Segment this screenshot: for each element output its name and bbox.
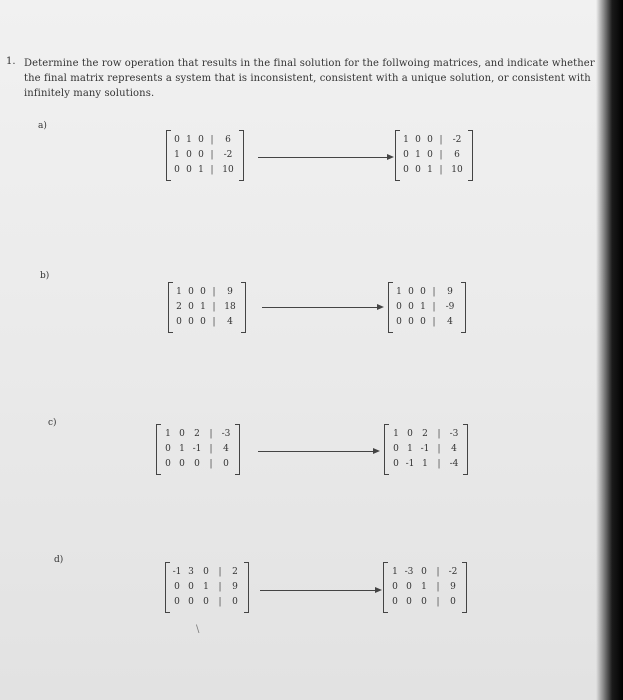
matrix-entry: 1 [200, 302, 206, 312]
matrix-entry: -1 [420, 444, 430, 454]
matrix-entry: -3 [221, 429, 231, 439]
matrix-entry: 0 [188, 597, 194, 607]
augment-separator: | [212, 287, 216, 297]
matrix-entry: 0 [450, 597, 456, 607]
page-edge-shadow [596, 0, 623, 700]
matrix-entry: 0 [420, 287, 426, 297]
part-b-original-matrix [168, 283, 246, 332]
part-d-label: d) [54, 555, 64, 565]
question-number: 1. [6, 56, 16, 67]
matrix-entry: 0 [186, 150, 192, 160]
augment-separator: | [212, 317, 216, 327]
matrix-entry: -3 [404, 567, 414, 577]
augment-separator: | [218, 567, 222, 577]
matrix-entry: 1 [198, 165, 204, 175]
matrix-entry: 0 [407, 429, 413, 439]
matrix-entry: 0 [203, 567, 209, 577]
matrix-entry: 1 [179, 444, 185, 454]
augment-separator: | [436, 597, 440, 607]
matrix-entry: 0 [415, 135, 421, 145]
matrix-entry: 1 [422, 459, 428, 469]
matrix-entry: 9 [232, 582, 238, 592]
augment-separator: | [209, 444, 213, 454]
augment-separator: | [209, 429, 213, 439]
part-d-result-matrix [383, 563, 467, 612]
matrix-entry: 2 [232, 567, 238, 577]
matrix-entry: 0 [186, 165, 192, 175]
matrix-entry: 1 [176, 287, 182, 297]
matrix-entry: 0 [176, 317, 182, 327]
matrix-entry: 0 [408, 287, 414, 297]
part-d-original-matrix [165, 563, 249, 612]
part-b-arrow [262, 303, 384, 311]
matrix-entry: 0 [174, 135, 180, 145]
matrix-entry: 0 [427, 150, 433, 160]
matrix-entry: 2 [422, 429, 428, 439]
matrix-entry: 1 [415, 150, 421, 160]
augment-separator: | [437, 459, 441, 469]
matrix-entry: -2 [452, 135, 462, 145]
matrix-entry: 0 [200, 317, 206, 327]
matrix-entry: 2 [176, 302, 182, 312]
part-b-result-matrix [388, 283, 466, 332]
matrix-entry: 0 [421, 567, 427, 577]
matrix-entry: -2 [448, 567, 458, 577]
matrix-entry: -4 [449, 459, 459, 469]
matrix-entry: 9 [450, 582, 456, 592]
augment-separator: | [209, 459, 213, 469]
matrix-entry: 0 [396, 302, 402, 312]
matrix-entry: -2 [223, 150, 233, 160]
matrix-entry: 0 [165, 459, 171, 469]
matrix-entry: 0 [408, 317, 414, 327]
augment-separator: | [212, 302, 216, 312]
matrix-entry: 18 [224, 302, 236, 312]
matrix-entry: -1 [192, 444, 202, 454]
augment-separator: | [210, 135, 214, 145]
part-c-original-matrix [156, 425, 240, 474]
matrix-entry: -9 [445, 302, 455, 312]
matrix-entry: 4 [451, 444, 457, 454]
matrix-entry: 1 [186, 135, 192, 145]
part-c-result-matrix [384, 425, 468, 474]
matrix-entry: 0 [203, 597, 209, 607]
matrix-entry: 0 [393, 459, 399, 469]
matrix-entry: 0 [392, 582, 398, 592]
matrix-entry: 1 [165, 429, 171, 439]
augment-separator: | [436, 567, 440, 577]
augment-separator: | [432, 302, 436, 312]
part-a-result-matrix [395, 131, 473, 180]
augment-separator: | [436, 582, 440, 592]
matrix-entry: 0 [188, 582, 194, 592]
matrix-entry: 1 [407, 444, 413, 454]
matrix-entry: 0 [420, 317, 426, 327]
matrix-entry: 2 [194, 429, 200, 439]
matrix-entry: 0 [406, 582, 412, 592]
matrix-entry: 9 [227, 287, 233, 297]
matrix-entry: 0 [408, 302, 414, 312]
matrix-entry: 1 [396, 287, 402, 297]
matrix-entry: 0 [174, 582, 180, 592]
matrix-entry: 0 [194, 459, 200, 469]
part-a-original-matrix [166, 131, 244, 180]
augment-separator: | [218, 597, 222, 607]
part-b-label: b) [40, 271, 50, 281]
matrix-entry: -1 [405, 459, 415, 469]
matrix-entry: 0 [392, 597, 398, 607]
augment-separator: | [432, 287, 436, 297]
matrix-entry: 0 [393, 444, 399, 454]
matrix-entry: 10 [222, 165, 234, 175]
augment-separator: | [210, 150, 214, 160]
matrix-entry: 0 [421, 597, 427, 607]
augment-separator: | [439, 135, 443, 145]
matrix-entry: 0 [165, 444, 171, 454]
matrix-entry: 1 [392, 567, 398, 577]
part-d-arrow [260, 586, 382, 594]
augment-separator: | [437, 429, 441, 439]
matrix-entry: 0 [396, 317, 402, 327]
matrix-entry: 0 [198, 150, 204, 160]
matrix-entry: 0 [188, 287, 194, 297]
part-a-label: a) [38, 121, 47, 131]
matrix-entry: 0 [223, 459, 229, 469]
matrix-entry: 1 [420, 302, 426, 312]
augment-separator: | [437, 444, 441, 454]
matrix-entry: 0 [406, 597, 412, 607]
matrix-entry: 0 [174, 597, 180, 607]
matrix-entry: 4 [447, 317, 453, 327]
matrix-entry: 0 [403, 150, 409, 160]
matrix-entry: 0 [179, 459, 185, 469]
matrix-entry: 1 [203, 582, 209, 592]
matrix-entry: 0 [179, 429, 185, 439]
matrix-entry: 1 [403, 135, 409, 145]
matrix-entry: 1 [393, 429, 399, 439]
part-c-arrow [258, 447, 380, 455]
matrix-entry: 0 [415, 165, 421, 175]
matrix-entry: 0 [403, 165, 409, 175]
augment-separator: | [439, 150, 443, 160]
matrix-entry: 6 [225, 135, 231, 145]
matrix-entry: -3 [449, 429, 459, 439]
augment-separator: | [439, 165, 443, 175]
matrix-entry: 3 [188, 567, 194, 577]
matrix-entry: 1 [427, 165, 433, 175]
matrix-entry: 0 [174, 165, 180, 175]
part-c-label: c) [48, 418, 57, 428]
matrix-entry: 0 [427, 135, 433, 145]
augment-separator: | [218, 582, 222, 592]
question-text: Determine the row operation that results in the final solution for the follwoing matrices, and indicate whether the final matrix represents a system that is inconsistent, consistent with a unique solution, or consistent with infinitely many solutions. [24, 58, 595, 99]
matrix-entry: 0 [188, 317, 194, 327]
matrix-entry: 1 [174, 150, 180, 160]
matrix-entry: 0 [232, 597, 238, 607]
augment-separator: | [210, 165, 214, 175]
pen-mark: \ [196, 624, 200, 635]
matrix-entry: 0 [198, 135, 204, 145]
matrix-entry: -1 [172, 567, 182, 577]
matrix-entry: 0 [188, 302, 194, 312]
matrix-entry: 10 [451, 165, 463, 175]
part-a-arrow [258, 153, 394, 161]
matrix-entry: 4 [227, 317, 233, 327]
matrix-entry: 0 [200, 287, 206, 297]
matrix-entry: 4 [223, 444, 229, 454]
augment-separator: | [432, 317, 436, 327]
matrix-entry: 6 [454, 150, 460, 160]
matrix-entry: 1 [421, 582, 427, 592]
matrix-entry: 9 [447, 287, 453, 297]
